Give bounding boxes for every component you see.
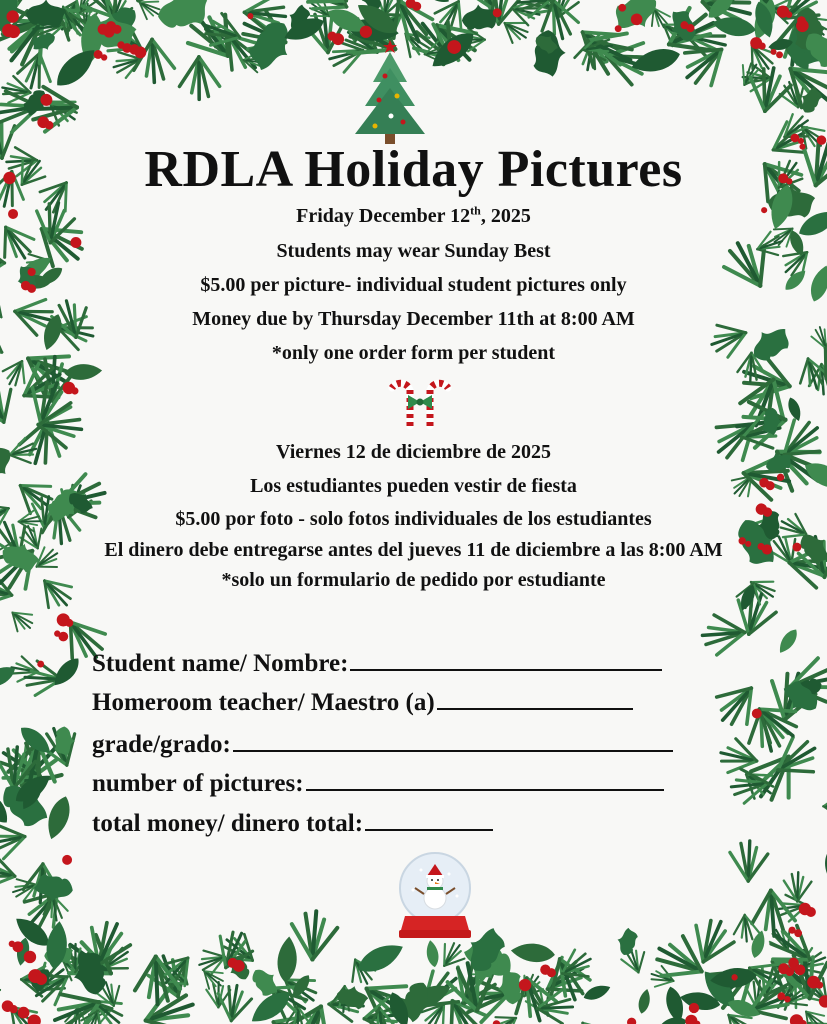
english-date: Friday December 12th, 2025	[296, 203, 531, 227]
number-of-pictures-field[interactable]: number of pictures:	[92, 768, 664, 798]
spanish-limit: *solo un formulario de pedido por estudiante	[221, 569, 606, 591]
candy-canes-icon	[388, 374, 452, 430]
page-title: RDLA Holiday Pictures	[144, 141, 683, 198]
snow-globe-icon	[393, 850, 477, 940]
spanish-date: Viernes 12 de diciembre de 2025	[276, 441, 551, 463]
spanish-price: $5.00 por foto - solo fotos individuales de los estudiantes	[175, 508, 652, 530]
english-limit: *only one order form per student	[271, 342, 556, 364]
english-dress: Students may wear Sunday Best	[276, 240, 551, 262]
homeroom-teacher-field[interactable]: Homeroom teacher/ Maestro (a)	[92, 687, 633, 717]
grade-field[interactable]: grade/grado:	[92, 729, 673, 759]
spanish-dress: Los estudiantes pueden vestir de fiesta	[250, 475, 577, 497]
total-money-field[interactable]: total money/ dinero total:	[92, 808, 493, 838]
christmas-tree-icon	[345, 36, 435, 148]
english-price: $5.00 per picture- individual student pictures only	[200, 274, 627, 296]
english-due: Money due by Thursday December 11th at 8:00 AM	[192, 308, 635, 330]
spanish-due: El dinero debe entregarse antes del jueves 11 de diciembre a las 8:00 AM	[104, 539, 723, 561]
student-name-field[interactable]: Student name/ Nombre:	[92, 648, 662, 678]
